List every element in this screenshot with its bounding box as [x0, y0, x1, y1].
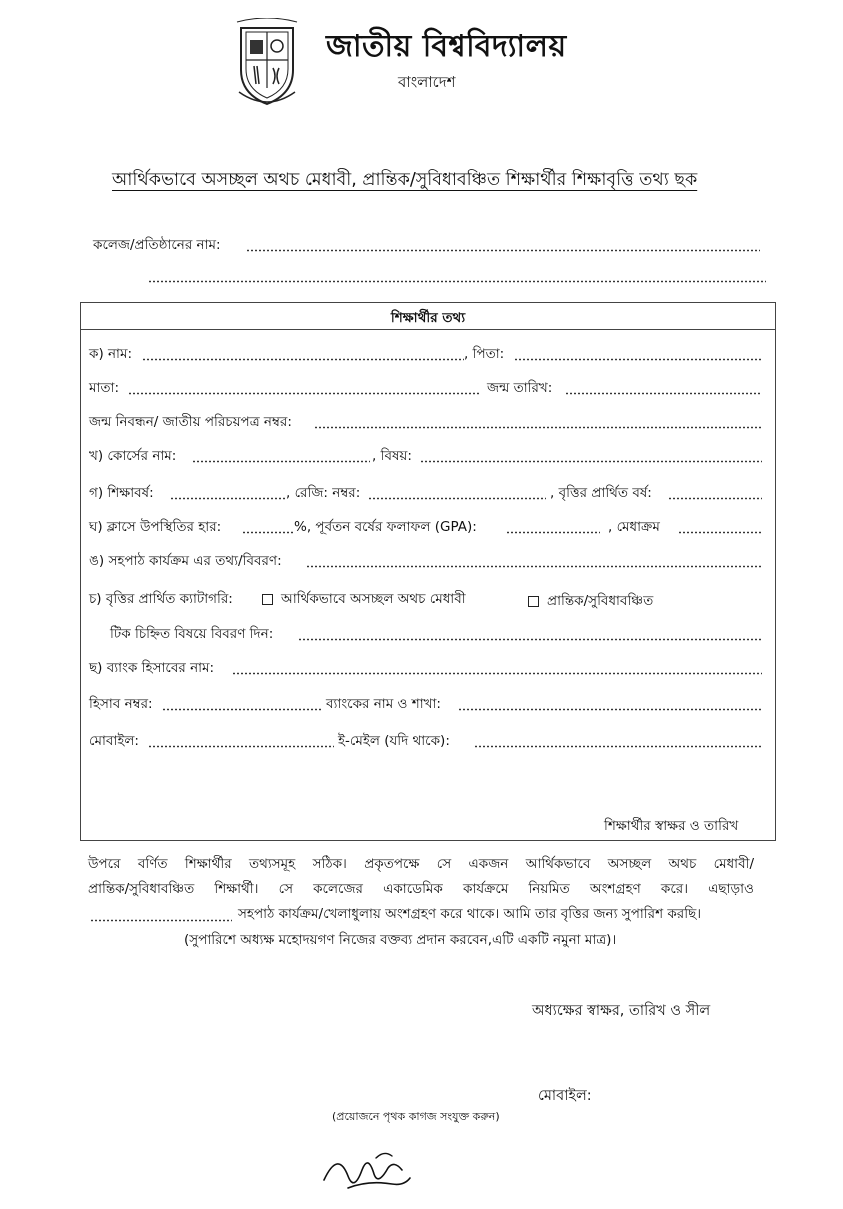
mother-field[interactable] [128, 383, 480, 395]
name-label: ক) নাম: [89, 346, 133, 362]
attach-note: (প্রয়োজনে পৃথক কাগজ সংযুক্ত করুন) [332, 1110, 500, 1123]
option-needy-meritorious[interactable] [262, 588, 466, 611]
reg-field[interactable] [368, 488, 546, 500]
session-label: গ) শিক্ষাবর্ষ: [89, 485, 154, 501]
year-label: , বৃত্তির প্রার্থিত বর্ষ: [550, 485, 652, 501]
cocurricular-field[interactable] [306, 556, 762, 568]
course-field[interactable] [192, 451, 370, 463]
country-name: বাংলাদেশ [398, 73, 456, 91]
mobile-field[interactable] [148, 736, 334, 748]
recommendation-line-1: উপরে বর্ণিত শিক্ষার্থীর তথ্যসমূহ সঠিক। প্রকৃতপক্ষে সে একজন আর্থিকভাবে অসচ্ছল অথচ মেধাবী/ [88, 856, 754, 872]
checkbox-marginal[interactable] [528, 596, 539, 607]
university-logo [233, 18, 301, 108]
university-name: জাতীয় বিশ্ববিদ্যালয় [326, 29, 567, 64]
reg-label: , রেজি: নম্বর: [286, 485, 361, 501]
subject-label: , বিষয়: [372, 448, 412, 464]
account-no-field[interactable] [162, 699, 322, 711]
gpa-label: %, পূর্বতন বর্ষের ফলাফল (GPA): [294, 519, 477, 535]
option-marginal-label: প্রান্তিক/সুবিধাবঞ্চিত [547, 593, 654, 609]
nid-field[interactable] [314, 417, 762, 429]
tick-detail-label: টিক চিহ্নিত বিষয়ে বিবরণ দিন: [110, 626, 274, 642]
dob-field[interactable] [565, 383, 762, 395]
principal-mobile-label: মোবাইল: [538, 1088, 592, 1104]
option-needy-label: আর্থিকভাবে অসচ্ছল অথচ মেধাবী [281, 591, 466, 607]
account-no-label: হিসাব নম্বর: [89, 696, 153, 712]
course-label: খ) কোর্সের নাম: [89, 448, 177, 464]
student-info-header [81, 303, 775, 330]
subject-field[interactable] [420, 451, 762, 463]
principal-signature-label: অধ্যক্ষের স্বাক্ষর, তারিখ ও সীল [532, 1003, 711, 1019]
college-name-field[interactable] [246, 240, 760, 252]
handwritten-signature [318, 1140, 418, 1200]
cocurricular-name-field[interactable] [90, 910, 232, 922]
college-label: কলেজ/প্রতিষ্ঠানের নাম: [93, 237, 221, 253]
father-field[interactable] [514, 349, 762, 361]
college-name-field-line2[interactable] [148, 271, 766, 283]
checkbox-needy[interactable] [262, 594, 273, 605]
tick-detail-field[interactable] [298, 629, 762, 641]
mother-label: মাতা: [89, 380, 120, 396]
recommendation-note: (সুপারিশে অধ্যক্ষ মহোদয়গণ নিজের বক্তব্য প্রদান করবেন,এটি একটি নমুনা মাত্র)। [184, 932, 617, 948]
recommendation-line-3: সহপাঠ কার্যক্রম/খেলাধুলায় অংশগ্রহণ করে থাকে। আমি তার বৃত্তির জন্য সুপারিশ করছি। [238, 906, 702, 922]
category-label: চ) বৃত্তির প্রার্থিত ক্যাটাগরি: [89, 591, 233, 607]
merit-field[interactable] [678, 522, 762, 534]
mobile-label: মোবাইল: [89, 733, 139, 749]
form-title: আর্থিকভাবে অসচ্ছল অথচ মেধাবী, প্রান্তিক/সুবিধাবঞ্চিত শিক্ষার্থীর শিক্ষাবৃত্তি তথ্য ছক [112, 170, 698, 190]
cocurricular-label: ঙ) সহপাঠ কার্যক্রম এর তথ্য/বিবরণ: [89, 553, 282, 569]
bank-branch-label: ব্যাংকের নাম ও শাখা: [326, 696, 441, 712]
year-field[interactable] [668, 488, 762, 500]
father-label: , পিতা: [464, 346, 505, 362]
student-signature-label: শিক্ষার্থীর স্বাক্ষর ও তারিখ [604, 818, 739, 834]
session-field[interactable] [170, 488, 286, 500]
bank-account-name-field[interactable] [232, 663, 762, 675]
nid-label: জন্ম নিবন্ধন/ জাতীয় পরিচয়পত্র নম্বর: [89, 414, 292, 430]
email-label: ই-মেইল (যদি থাকে): [338, 733, 450, 749]
dob-label: জন্ম তারিখ: [487, 380, 553, 396]
email-field[interactable] [474, 736, 762, 748]
recommendation-line-2: প্রান্তিক/সুবিধাবঞ্চিত শিক্ষার্থী। সে কলেজের একাডেমিক কার্যক্রমে নিয়মিত অংশগ্রহণ করে। এছাড়াও [88, 881, 754, 897]
attendance-label: ঘ) ক্লাসে উপস্থিতির হার: [89, 519, 222, 535]
option-marginal[interactable] [528, 590, 653, 613]
bank-account-name-label: ছ) ব্যাংক হিসাবের নাম: [89, 660, 215, 676]
student-info-heading: শিক্ষার্থীর তথ্য [390, 310, 466, 326]
attendance-field[interactable] [242, 522, 294, 534]
bank-branch-field[interactable] [458, 699, 762, 711]
name-field[interactable] [142, 349, 464, 361]
merit-label: , মেধাক্রম [608, 519, 660, 535]
gpa-field[interactable] [506, 522, 600, 534]
